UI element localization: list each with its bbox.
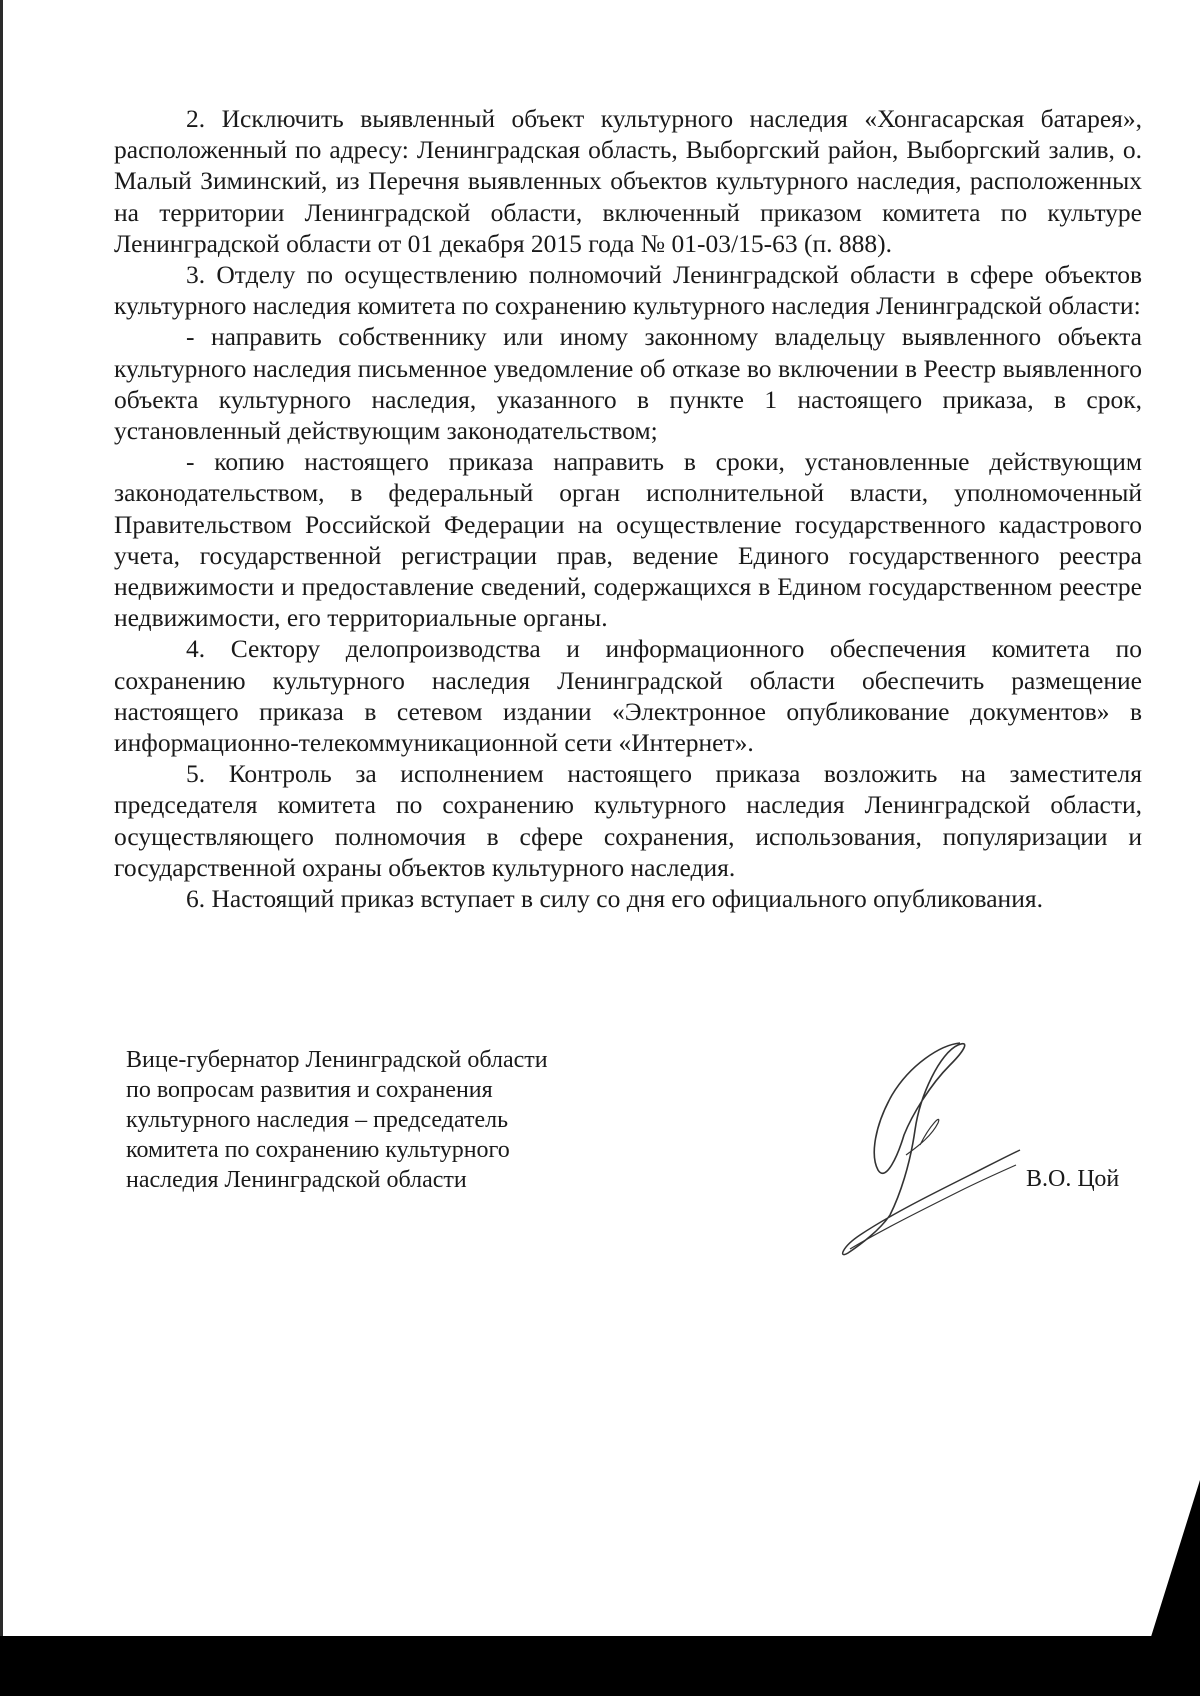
paragraph-3-notify-owner: - направить собственнику или иному законному владельцу выявленного объекта культурного наследия письменное уведомление об отказе во включении в Реестр выявленного объекта культурного наследия, указанного в пункте 1 настоящего приказа, в срок, установленный действующим законодательством; <box>114 322 1142 446</box>
signatory-title-line: Вице-губернатор Ленинградской области <box>126 1047 548 1073</box>
scan-bottom-edge <box>0 1636 1200 1696</box>
scan-corner-shadow <box>1150 1480 1200 1640</box>
paragraph-3-send-copy: - копию настоящего приказа направить в сроки, установленные действующим законодательством, в федеральный орган исполнительной власти, уполномоченный Правительством Российской Федерации на осуществление государственного кадастрового учета, государственной регистрации прав, ведение Единого государственного реестра недвижимости и предоставление сведений, содержащихся в Едином государственном реестре недвижимости, его территориальные органы. <box>114 447 1142 633</box>
paragraph-6-effective-date: 6. Настоящий приказ вступает в силу со дня его официального опубликования. <box>186 884 1043 914</box>
paragraph-5-control: 5. Контроль за исполнением настоящего приказа возложить на заместителя председателя комитета по сохранению культурного наследия Ленинградской области, осуществляющего полномочия в сфере сохранения, использования, популяризации и государственной охраны объектов культурного наследия. <box>114 759 1142 882</box>
handwritten-signature <box>820 1035 1040 1265</box>
signatory-title <box>126 1045 646 1195</box>
paragraph-4-publication: 4. Сектору делопроизводства и информационного обеспечения комитета по сохранению культурного наследия Ленинградской области обеспечить размещение настоящего приказа в сетевом издании «Электронное опубликование документов» в информационно-телекоммуникационной сети «Интернет». <box>114 634 1142 758</box>
scan-left-edge <box>0 0 3 1640</box>
paragraph-2-exclude-object: 2. Исключить выявленный объект культурного наследия «Хонгасарская батарея», расположенный по адресу: Ленинградская область, Выборгский район, Выборгский залив, о. Малый Зиминский, из Перечня выявленных объектов культурного наследия, расположенных на территории Ленинградской области, включенный приказом комитета по культуре Ленинградской области от 01 декабря 2015 года № 01-03/15-63 (п. 888). <box>114 104 1142 258</box>
order-body <box>114 103 1142 914</box>
signatory-title-line: по вопросам развития и сохранения <box>126 1077 493 1103</box>
signatory-title-line: комитета по сохранению культурного <box>126 1137 510 1163</box>
signatory-name: В.О. Цой <box>1026 1166 1120 1192</box>
signatory-title-line: наследия Ленинградской области <box>126 1167 467 1193</box>
signatory-title-line: культурного наследия – председатель <box>126 1107 509 1133</box>
paragraph-3-department-instructions: 3. Отделу по осуществлению полномочий Ленинградской области в сфере объектов культурного наследия комитета по сохранению культурного наследия Ленинградской области: <box>114 260 1142 321</box>
